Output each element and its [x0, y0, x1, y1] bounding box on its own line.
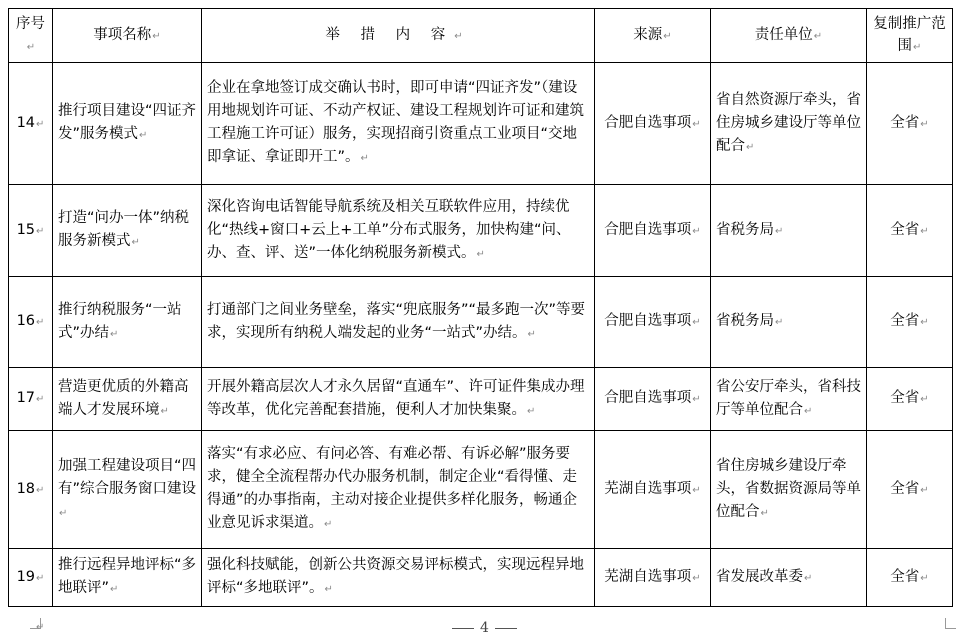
row-source: 芜湖自选事项↵: [595, 549, 711, 607]
row-unit: 省公安厅牵头，省科技厅等单位配合↵: [711, 368, 867, 431]
row-no: 18↵: [9, 431, 53, 549]
row-no: 16↵: [9, 277, 53, 368]
row-name: 营造更优质的外籍高端人才发展环境↵: [53, 368, 202, 431]
row-name: 加强工程建设项目“四有”综合服务窗口建设↵: [53, 431, 202, 549]
row-content: 打通部门之间业务壁垒，落实“兜底服务”“最多跑一次”等要求，实现所有纳税人端发起的业务“一站式”办结。↵: [202, 277, 595, 368]
row-scope: 全省↵: [867, 549, 953, 607]
row-no: 15↵: [9, 185, 53, 277]
table-row: [9, 277, 953, 368]
row-name: 打造“问办一体”纳税服务新模式↵: [53, 185, 202, 277]
measures-table: [8, 8, 953, 607]
row-scope: 全省↵: [867, 185, 953, 277]
row-name: 推行远程异地评标“多地联评”↵: [53, 549, 202, 607]
page-number-dash-left: [452, 628, 474, 629]
header-unit: 责任单位↵: [711, 9, 867, 63]
row-scope: 全省↵: [867, 277, 953, 368]
row-scope: 全省↵: [867, 431, 953, 549]
row-unit: 省税务局↵: [711, 185, 867, 277]
row-no: 19↵: [9, 549, 53, 607]
row-content: 开展外籍高层次人才永久居留“直通车”、许可证件集成办理等改革，优化完善配套措施，便利人才加快集聚。↵: [202, 368, 595, 431]
page-number: [0, 620, 969, 636]
row-source: 芜湖自选事项↵: [595, 431, 711, 549]
header-no: 序号↵: [9, 9, 53, 63]
table-row: [9, 431, 953, 549]
header-scope: 复制推广范围↵: [867, 9, 953, 63]
page-number-value: 4: [480, 620, 489, 636]
row-name: 推行项目建设“四证齐发”服务模式↵: [53, 63, 202, 185]
table-row: [9, 63, 953, 185]
row-source: 合肥自选事项↵: [595, 185, 711, 277]
row-unit: 省住房城乡建设厅牵头，省数据资源局等单位配合↵: [711, 431, 867, 549]
row-source: 合肥自选事项↵: [595, 63, 711, 185]
row-source: 合肥自选事项↵: [595, 277, 711, 368]
page-number-dash-right: [495, 628, 517, 629]
header-source: 来源↵: [595, 9, 711, 63]
row-no: 17↵: [9, 368, 53, 431]
row-unit: 省税务局↵: [711, 277, 867, 368]
row-content: 企业在拿地签订成交确认书时，即可申请“四证齐发”（建设用地规划许可证、不动产权证、建设工程规划许可证和建筑工程施工许可证）服务，实现招商引资重点工业项目“交地即拿证、拿证即开工”。↵: [202, 63, 595, 185]
paragraph-mark: ↵: [36, 622, 45, 633]
row-name: 推行纳税服务“一站式”办结↵: [53, 277, 202, 368]
row-scope: 全省↵: [867, 63, 953, 185]
header-content: 举 措 内 容↵: [202, 9, 595, 63]
row-content: 强化科技赋能，创新公共资源交易评标模式，实现远程异地评标“多地联评”。↵: [202, 549, 595, 607]
table-row: [9, 185, 953, 277]
row-scope: 全省↵: [867, 368, 953, 431]
row-unit: 省自然资源厅牵头，省住房城乡建设厅等单位配合↵: [711, 63, 867, 185]
table-row: [9, 368, 953, 431]
row-source: 合肥自选事项↵: [595, 368, 711, 431]
header-name: 事项名称↵: [53, 9, 202, 63]
table-header-row: [9, 9, 953, 63]
row-content: 落实“有求必应、有问必答、有难必帮、有诉必解”服务要求，健全全流程帮办代办服务机制，制定企业“看得懂、走得通”的办事指南，主动对接企业提供多样化服务，畅通企业意见诉求渠道。↵: [202, 431, 595, 549]
table-row: [9, 549, 953, 607]
row-no: 14↵: [9, 63, 53, 185]
row-content: 深化咨询电话智能导航系统及相关互联软件应用，持续优化“热线+窗口+云上+工单”分布式服务，加快构建“问、办、查、评、送”一体化纳税服务新模式。↵: [202, 185, 595, 277]
row-unit: 省发展改革委↵: [711, 549, 867, 607]
